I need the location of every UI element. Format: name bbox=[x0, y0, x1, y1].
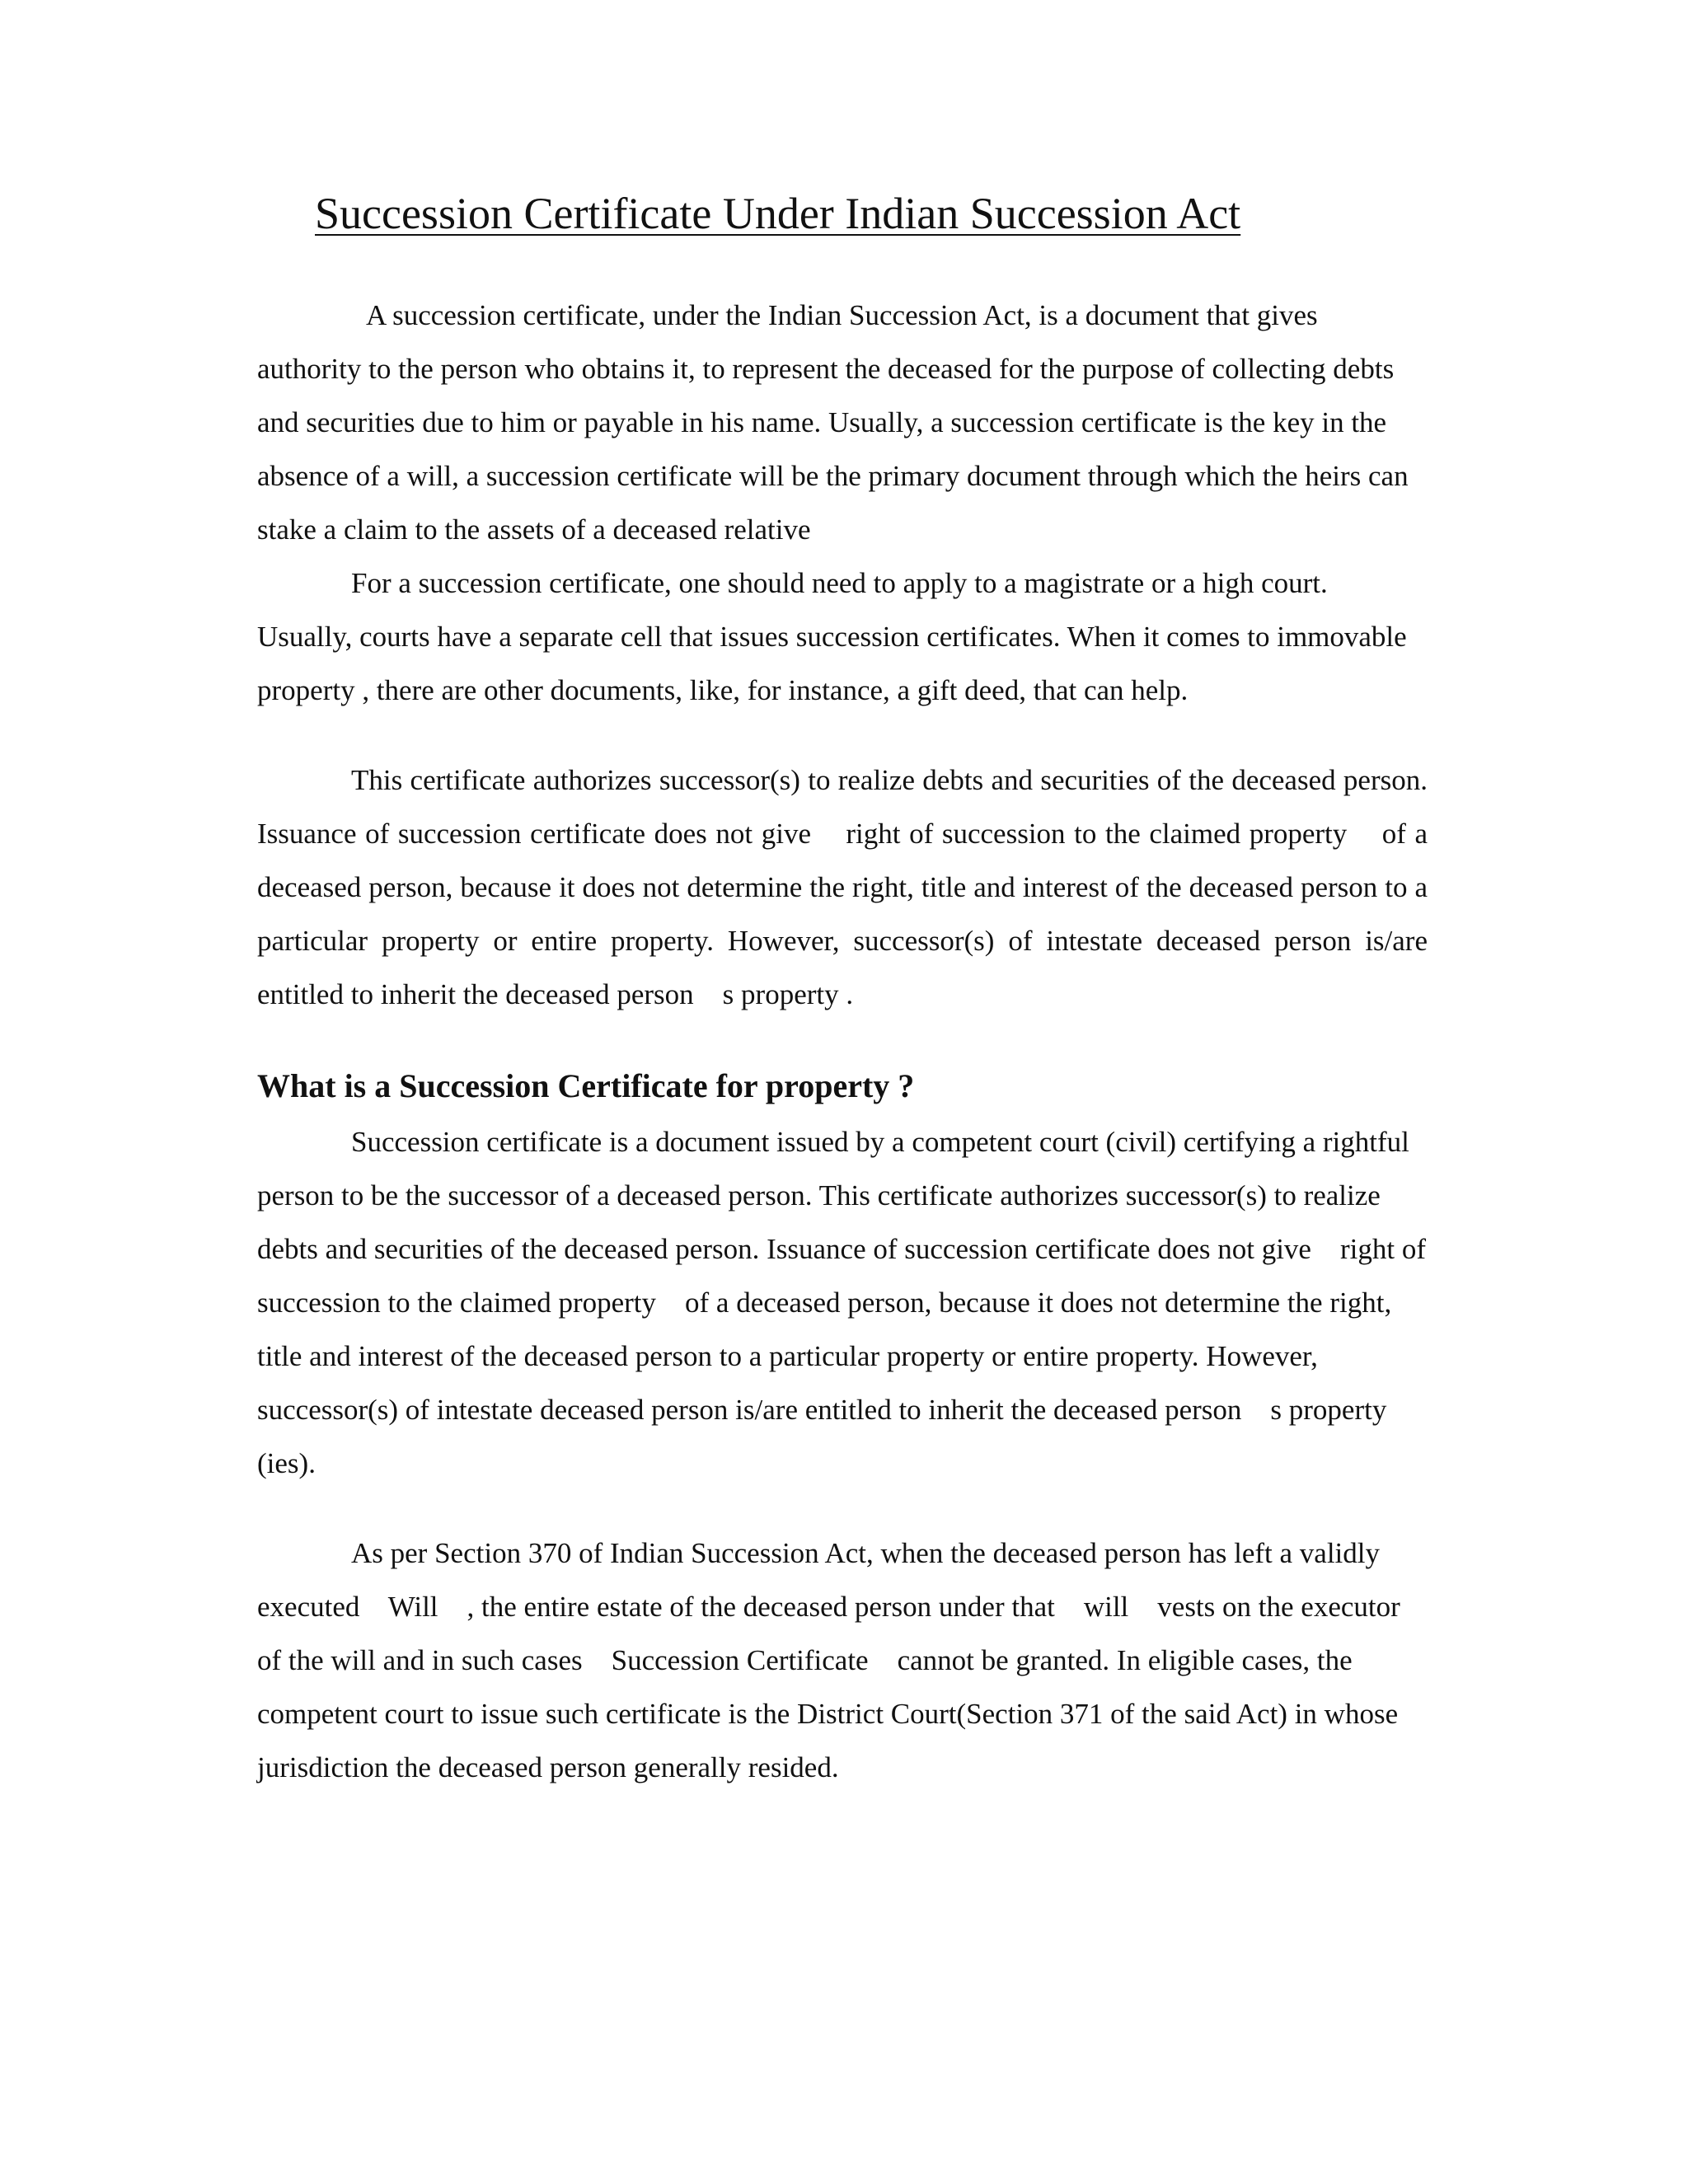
section-heading: What is a Succession Certificate for property ? bbox=[257, 1067, 915, 1104]
definition-paragraph: Succession certificate is a document issued by a competent court (civil) certifying a rightful person to be the successor of a deceased person. This certificate authorizes successor(s) to realize debts and securities of the deceased person. Issuance of succession certificate does not give right of succession to the claimed property of a deceased person, because it does not determine the right, title and interest of the deceased person to a particular property or entire property. However, successor(s) of intestate deceased person is/are entitled to inherit the deceased person s property (ies). bbox=[257, 1126, 1433, 1479]
document-body bbox=[257, 176, 1435, 1794]
intro-paragraph: A succession certificate, under the Indian Succession Act, is a document that gives authority to the person who obtains it, to represent the deceased for the purpose of collecting debts and securities due to him or payable in his name. Usually, a succession certificate is the key in the absence of a will, a succession certificate will be the primary document through which the heirs can stake a claim to the assets of a deceased relative bbox=[257, 299, 1409, 546]
authorization-paragraph: This certificate authorizes successor(s) to realize debts and securities of the deceased person. Issuance of succession certificate does not give right of succession to the claimed property of a deceased person, because it does not determine the right, title and interest of the deceased person to a particular property or entire property. However, successor(s) of intestate deceased person is/are entitled to inherit the deceased person s property . bbox=[257, 764, 1435, 1010]
spacer bbox=[257, 717, 1428, 753]
spacer bbox=[257, 1490, 1428, 1526]
application-paragraph: For a succession certificate, one should need to apply to a magistrate or a high court. Usually, courts have a separate cell that issues succession certificates. When it comes to immovable property , there are other documents, like, for instance, a gift deed, that can help. bbox=[257, 567, 1407, 706]
spacer bbox=[257, 251, 1428, 288]
section-370-paragraph: As per Section 370 of Indian Succession Act, when the deceased person has left a validly executed Will , the entire estate of the deceased person under that will vests on the executor of the will and in such cases Succession Certificate cannot be granted. In eligible cases, the competent court to issue such certificate is the District Court(Section 371 of the said Act) in whose jurisdiction the deceased person generally resided. bbox=[257, 1537, 1408, 1783]
page-title: Succession Certificate Under Indian Succession Act bbox=[315, 189, 1241, 238]
spacer bbox=[257, 1021, 1428, 1057]
